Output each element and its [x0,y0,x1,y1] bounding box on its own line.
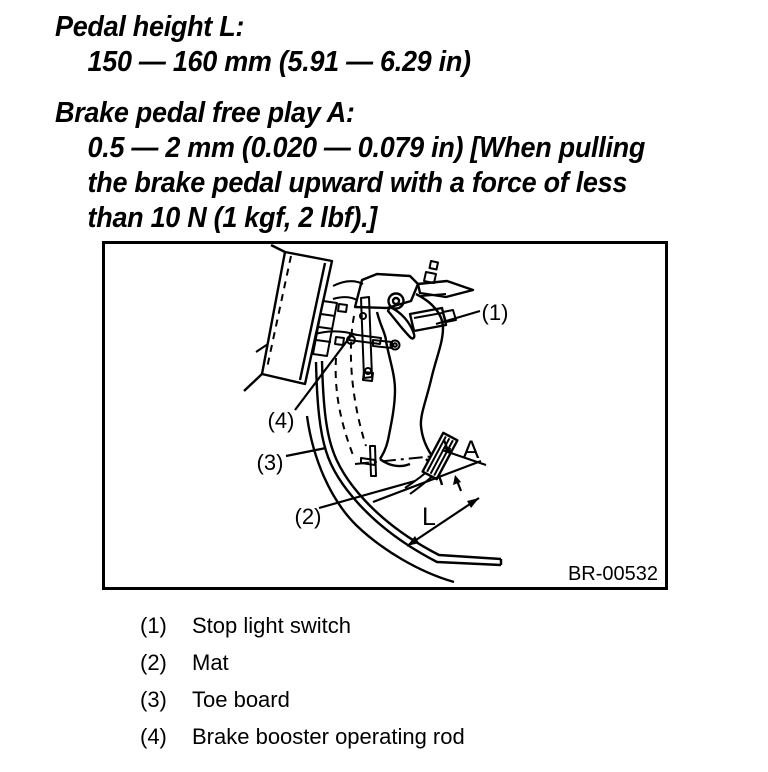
callout-3: (3) [256,450,284,475]
legend-row [140,651,465,675]
legend-number: (4) [140,724,167,749]
callout-1: (1) [481,300,509,325]
figure-legend [140,614,465,762]
legend-label: Toe board [192,687,290,712]
legend-number: (1) [140,613,167,638]
dim-label-l: L [422,503,436,531]
dim-label-a: A [462,436,480,464]
legend-row [140,614,465,638]
spec-title: Pedal height L: [55,11,245,43]
centerline [355,456,435,464]
spec-value-line: 0.5 — 2 mm (0.020 — 0.079 in) [When pulling [87,132,646,164]
legend-row [140,688,465,712]
spec-value-line: the brake pedal upward with a force of less [87,167,628,199]
legend-label: Brake booster operating rod [192,724,465,749]
legend-number: (2) [140,650,167,675]
spec-free-play [55,96,645,236]
legend-label: Stop light switch [192,613,351,638]
legend-number: (3) [140,687,167,712]
spec-pedal-height [55,10,471,80]
legend-label: Mat [192,650,229,675]
pedal-stopper [361,446,376,476]
spec-title: Brake pedal free play A: [55,97,355,129]
spec-value: 150 — 160 mm (5.91 — 6.29 in) [87,46,471,78]
figure-code: BR-00532 [567,563,658,585]
spec-value-line: than 10 N (1 kgf, 2 lbf).] [87,202,377,234]
callout-4: (4) [267,408,295,433]
callout-2: (2) [294,504,322,529]
brake-pedal-diagram [105,244,665,587]
legend-row [140,725,465,749]
figure-frame [102,241,668,590]
